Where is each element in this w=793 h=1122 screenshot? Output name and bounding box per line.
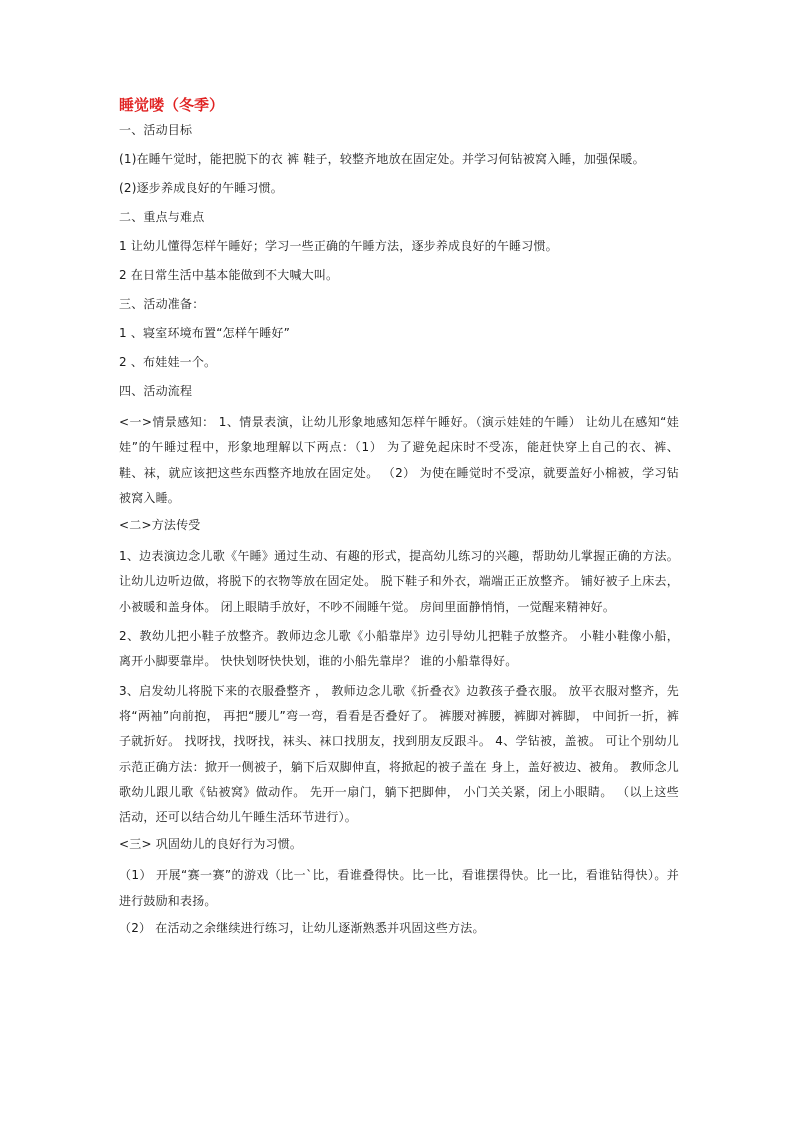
section-heading-key-points: 二、重点与难点: [119, 210, 205, 224]
process-habit-heading: <三> 巩固幼儿的良好行为习惯。: [119, 837, 303, 852]
process-method-3: 3、启发幼儿将脱下来的衣服叠整齐 ， 教师边念儿歌《折叠衣》边教孩子叠衣服。 放平衣服对整齐，先将“两袖”向前抱， 再把“腰儿”弯一弯，看看是否叠好了。 裤腰对裤腰，裤脚对裤脚， 中间折一折，裤子就折好。 找呀找，找呀找，袜头、袜口找朋友，找到朋友反跟斗。 4、学钻被，盖被。 可让个别幼儿示范正确方法：掀开一侧被子，躺下后双脚伸直，将掀起的被子盖在 身上，盖好被边、被角。 教师念儿歌幼儿跟儿歌《钻被窝》做动作。 先开一扇门，躺下把脚伸， 小门关关紧，闭上小眼睛。 （以上这些活动，还可以结合幼儿午睡生活环节进行）。: [119, 683, 679, 825]
habit-item-1: （1） 开展“赛一赛”的游戏（比一`比，看谁叠得快。比一比，看谁摆得快。比一比，看谁钻得快）。并进行鼓励和表扬。: [119, 868, 679, 908]
process-method-1: 1、边表演边念儿歌《午睡》通过生动、有趣的形式，提高幼儿练习的兴趣，帮助幼儿掌握正确的方法。 让幼儿边听边做，将脱下的衣物等放在固定处。 脱下鞋子和外衣，端端正正放整齐。 铺好被子上床去，小被暖和盖身体。 闭上眼睛手放好，不吵不闹睡午觉。 房间里面静悄悄，一觉醒来精神好。: [119, 549, 679, 614]
habit-item-2: （2） 在活动之余继续进行练习，让幼儿逐渐熟悉并巩固这些方法。: [119, 921, 485, 936]
section-heading-preparation: 三、活动准备：: [119, 297, 205, 311]
key-point-2: 2 在日常生活中基本能做到不大喊大叫。: [119, 268, 339, 282]
preparation-item-1: 1 、寝室环境布置“怎样午睡好”: [119, 326, 291, 340]
key-point-1: 1 让幼儿懂得怎样午睡好；学习一些正确的午睡方法，逐步养成良好的午睡习惯。: [119, 239, 558, 253]
goal-item-1: (1)在睡午觉时，能把脱下的衣 裤 鞋子，较整齐地放在固定处。并学习何钻被窝入睡，加强保暖。: [119, 152, 645, 166]
process-method-2: 2、教幼儿把小鞋子放整齐。教师边念儿歌《小船靠岸》边引导幼儿把鞋子放整齐。 小鞋小鞋像小船，离开小脚要靠岸。 快快划呀快快划，谁的小船先靠岸？ 谁的小船靠得好。: [119, 629, 679, 669]
process-scene-perception: <一>情景感知： 1、情景表演，让幼儿形象地感知怎样午睡好。（演示娃娃的午睡） 让幼儿在感知“娃娃”的午睡过程中，形象地理解以下两点：（1） 为了避免起床时不受冻，能赶快穿上自己的衣、裤、鞋、袜，就应该把这些东西整齐地放在固定处。 （2） 为使在睡觉时不受凉，就要盖好小棉被，学习钻被窝入睡。: [119, 415, 679, 505]
preparation-item-2: 2 、布娃娃一个。: [119, 355, 217, 369]
process-method-heading: <二>方法传受: [119, 518, 201, 533]
section-heading-process: 四、活动流程: [119, 384, 193, 398]
section-heading-goals: 一、活动目标: [119, 123, 193, 137]
document-body: [119, 94, 679, 947]
goal-item-2: (2)逐步养成良好的午睡习惯。: [119, 181, 283, 195]
document-title: 睡觉喽（冬季）: [119, 96, 225, 114]
